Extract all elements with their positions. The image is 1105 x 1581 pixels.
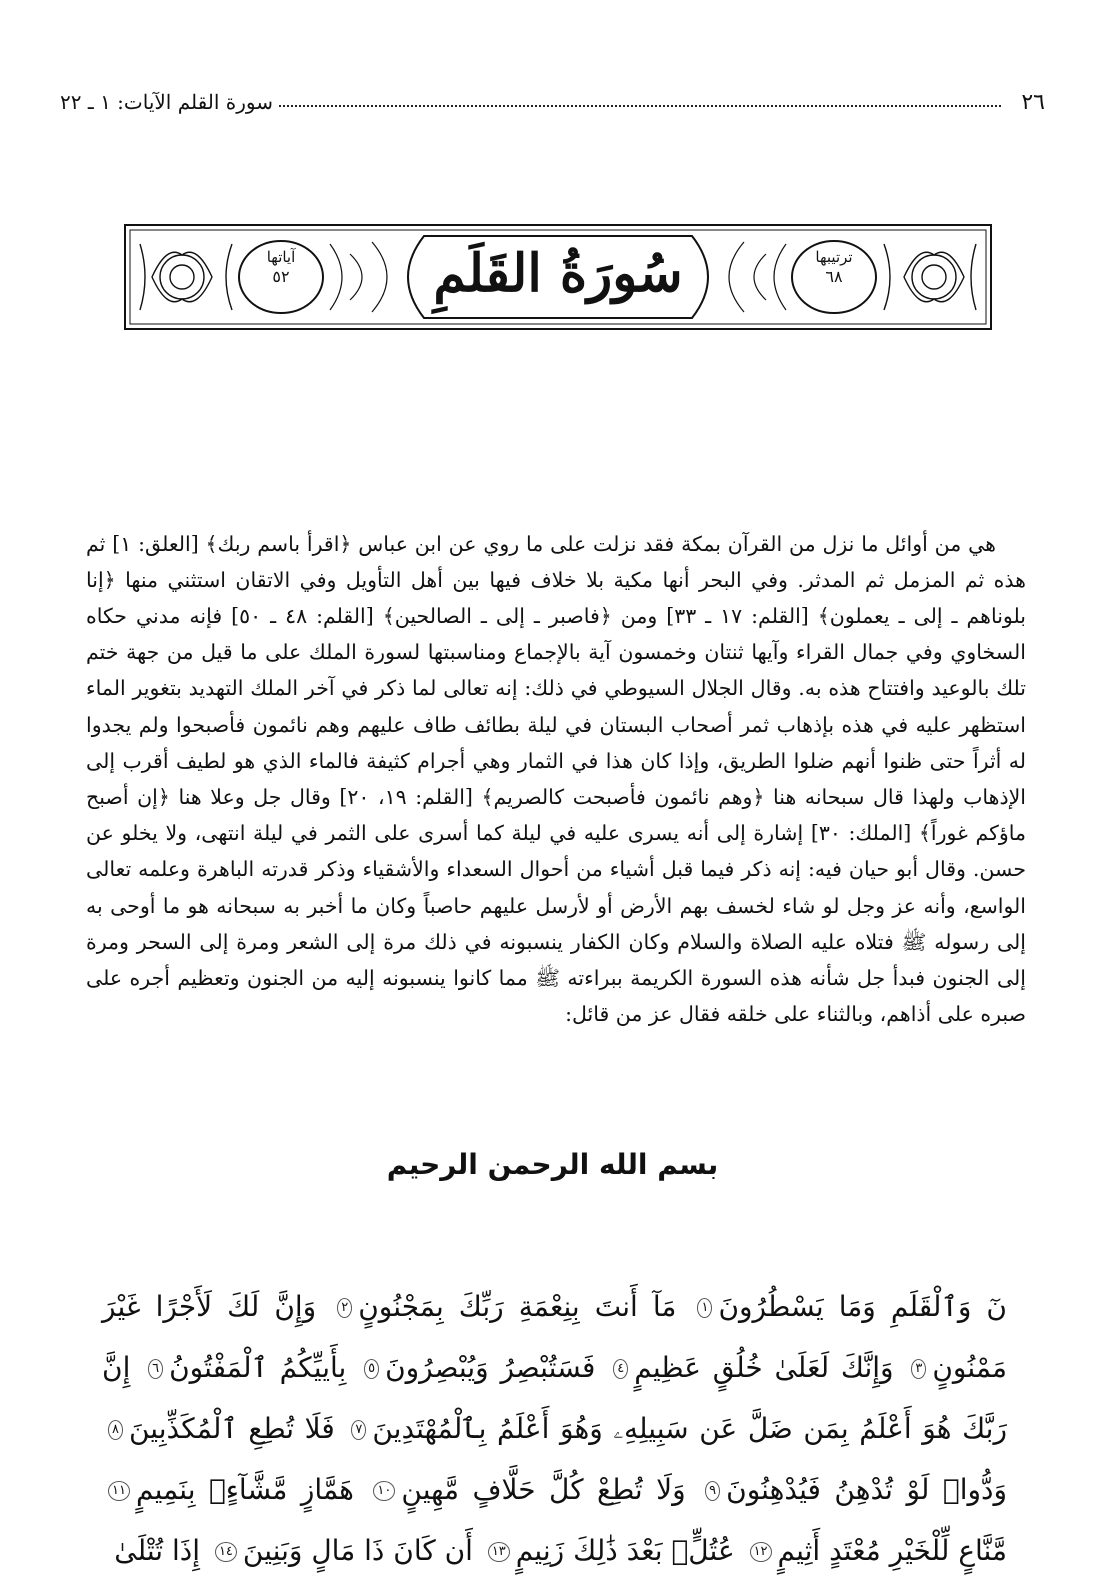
verses-block — [102, 1276, 1007, 1581]
verse-text: وَدُّوا۟ لَوْ تُدْهِنُ فَيُدْهِنُونَ — [726, 1473, 1008, 1506]
verse-text: وَإِنَّ لَكَ لَأَجْرًا غَيْرَ مَمْنُونٍ — [102, 1290, 1008, 1384]
basmala: بسم الله الرحمن الرحيم — [386, 1148, 719, 1181]
verse-number-marker: ٥ — [364, 1359, 379, 1379]
verse-number-marker: ١٢ — [750, 1542, 772, 1562]
verse-count-label: آياتها — [266, 248, 296, 266]
verse-text: عُتُلٍّۭ بَعْدَ ذَٰلِكَ زَنِيمٍ — [515, 1534, 735, 1567]
verse-text: وَإِنَّكَ لَعَلَىٰ خُلُقٍ عَظِيمٍ — [634, 1351, 894, 1384]
verse-number-marker: ٨ — [108, 1420, 123, 1440]
verse-text: مَآ أَنتَ بِنِعْمَةِ رَبِّكَ بِمَجْنُونٍ — [358, 1290, 677, 1323]
leader-dots — [279, 105, 1001, 107]
order-value: ٦٨ — [825, 267, 843, 286]
running-header — [60, 86, 1045, 118]
intro-paragraph: هي من أوائل ما نزل من القرآن بمكة فقد نزلت على ما روي عن ابن عباس ﴿اقرأ باسم ربك﴾ [العلق: ١] ثم هذه ثم المزمل ثم المدثر. وفي البحر أنها مكية بلا خلاف فيها بين أهل التأويل وفي الاتقان استثني منها ﴿إنا بلوناهم ـ إلى ـ يعملون﴾ [القلم: ١٧ ـ ٣٣] ومن ﴿فاصبر ـ إلى ـ الصالحين﴾ [القلم: ٤٨ ـ ٥٠] فإنه مدني حكاه السخاوي وفي جمال القراء وآيها ثنتان وخمسون آية بالإجماع ومناسبتها لسورة الملك على ما قيل من جهة ختم تلك بالوعيد وافتتاح هذه به. وقال الجلال السيوطي في ذلك: إنه تعالى لما ذكر في آخر الملك التهديد بتغوير الماء استظهر عليه في هذه بإذهاب ثمر أصحاب البستان في ليلة بطائف طاف عليهم وهم نائمون فأصبحوا ولم يجدوا له أثراً حتى ظنوا أنهم ضلوا الطريق، وإذا كان هذا في الثمار وهي أجرام كثيفة فالماء الذي هو لطيف أقرب إلى الإذهاب ولهذا قال سبحانه هنا ﴿وهم نائمون فأصبحت كالصريم﴾ [القلم: ١٩، ٢٠] وقال جل وعلا هنا ﴿إن أصبح ماؤكم غوراً﴾ [الملك: ٣٠] إشارة إلى أنه يسرى عليه في ليلة كما أسرى على الثمر في ليلة انتهى، ولا يخلو عن حسن. وقال أبو حيان فيه: إنه ذكر فيما قبل أشياء من أحوال السعداء والأشقياء وذكر قدرته الباهرة وعلمه تعالى الواسع، وأنه عز وجل لو شاء لخسف بهم الأرض أو لأرسل عليهم حاصباً وكان ما أخبر به سبحانه هو ما أوحى به إلى رسوله ﷺ فتلاه عليه الصلاة والسلام وكان الكفار ينسبونه في ذلك مرة إلى الشعر ومرة إلى السحر ومرة إلى الجنون فبدأ جل شأنه هذه السورة الكريمة ببراءته ﷺ مما كانوا ينسبونه إليه من الجنون وتعظيم أجره على صبره على أذاهم، وبالثناء على خلقه فقال عز من قائل: — [86, 531, 1027, 1027]
verse-number-marker: ٢ — [337, 1298, 352, 1318]
verse-number-marker: ١٠ — [373, 1481, 395, 1501]
page-number: ٢٦ — [1021, 89, 1045, 115]
verse-text: إِذَا تُتْلَىٰ — [114, 1534, 201, 1567]
order-medallion — [791, 238, 877, 308]
ornament-right — [884, 244, 976, 310]
verse-number-marker: ٩ — [705, 1481, 720, 1501]
surah-title: سُورَةُ القَلَمِ — [433, 243, 683, 304]
verse-count-value: ٥٢ — [272, 267, 290, 286]
order-label: ترتيبها — [815, 248, 853, 266]
verse-text: هَمَّازٍ مَّشَّآءٍۭ بِنَمِيمٍ — [135, 1473, 354, 1506]
verse-text: وَلَا تُطِعْ كُلَّ حَلَّافٍ مَّهِينٍ — [401, 1473, 686, 1506]
verse-number-marker: ١ — [697, 1298, 712, 1318]
verse-text: نٓ وَٱلْقَلَمِ وَمَا يَسْطُرُونَ — [718, 1290, 1007, 1323]
verse-count-medallion — [238, 238, 324, 308]
verse-number-marker: ٧ — [351, 1420, 366, 1440]
surah-banner — [124, 224, 992, 330]
verse-text: بِأَييِّكُمُ ٱلْمَفْتُونُ — [169, 1351, 347, 1384]
verse-number-marker: ١٣ — [488, 1542, 510, 1562]
verse-number-marker: ٦ — [148, 1359, 163, 1379]
verse-text: فَسَتُبْصِرُ وَيُبْصِرُونَ — [385, 1351, 596, 1384]
ornament-left — [140, 244, 232, 310]
running-header-title: سورة القلم الآيات: ١ ـ ٢٢ — [60, 90, 273, 114]
verse-text: فَلَا تُطِعِ ٱلْمُكَذِّبِينَ — [128, 1412, 335, 1445]
verse-number-marker: ٣ — [911, 1359, 926, 1379]
verse-text: مَّنَّاعٍ لِّلْخَيْرِ مُعْتَدٍ أَثِيمٍ — [777, 1534, 1007, 1567]
verse-text: إِنَّ رَبَّكَ هُوَ أَعْلَمُ بِمَن ضَلَّ عَن سَبِيلِهِۦ وَهُوَ أَعْلَمُ بِٱلْمُهْتَدِينَ — [102, 1351, 1007, 1445]
verse-number-marker: ١٤ — [215, 1542, 237, 1562]
verse-number-marker: ١١ — [108, 1481, 130, 1501]
verse-number-marker: ٤ — [613, 1359, 628, 1379]
verse-text: أَن كَانَ ذَا مَالٍ وَبَنِينَ — [242, 1534, 473, 1567]
